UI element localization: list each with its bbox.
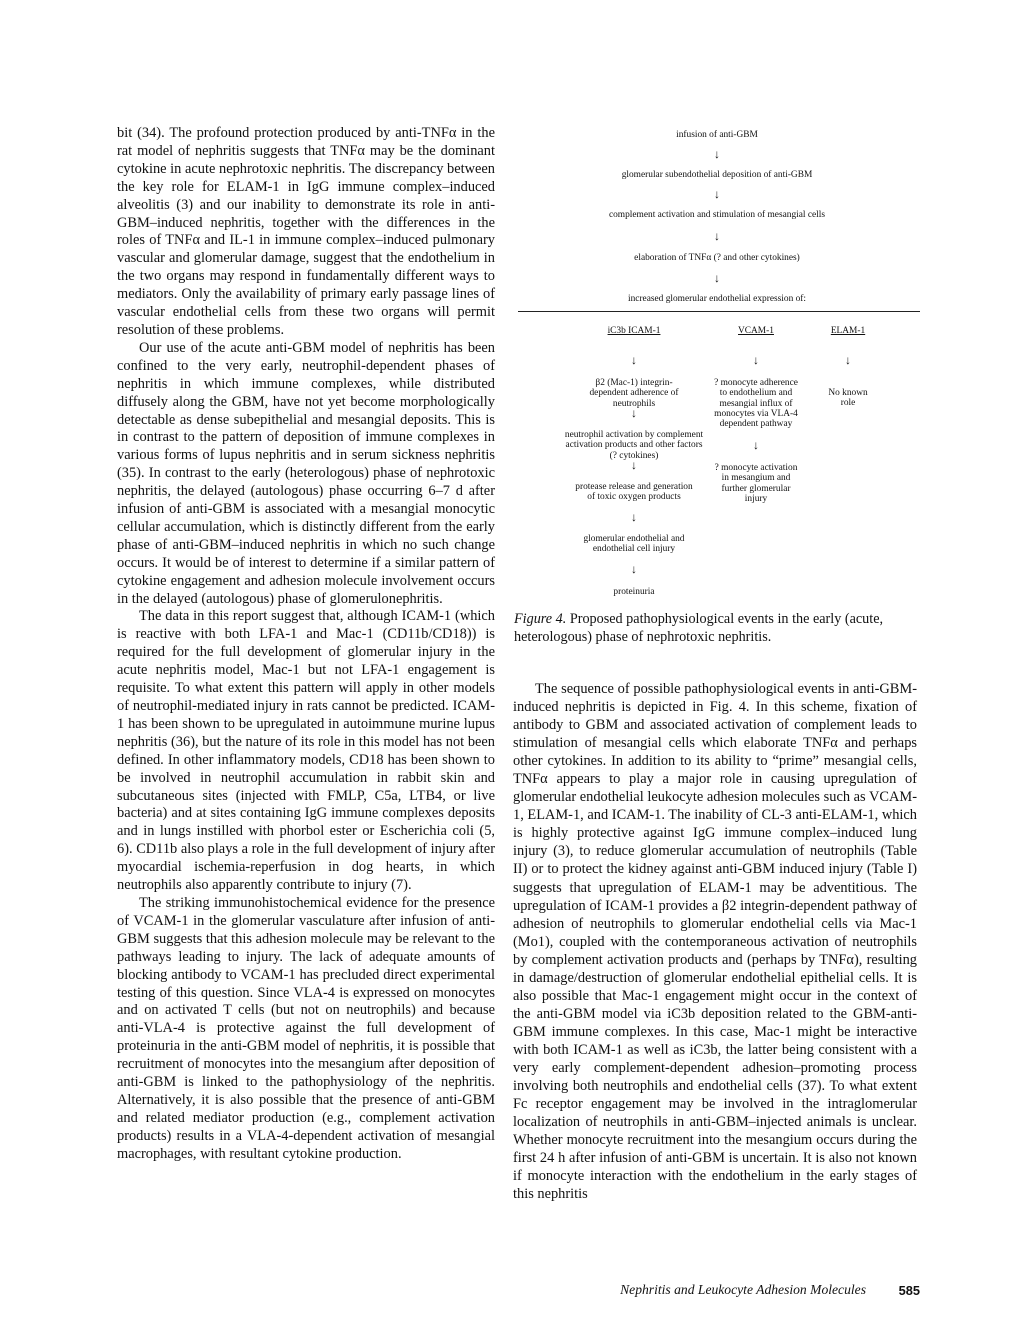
figure-label: Figure 4. <box>514 611 567 627</box>
arrow-down-icon: ↓ <box>714 229 720 243</box>
arrow-down-icon: ↓ <box>631 353 637 367</box>
arrow-down-icon: ↓ <box>631 458 637 472</box>
right-text-column <box>513 680 917 1203</box>
flow-step-neutrophil-adherence: β2 (Mac-1) integrin-dependent adherence of neutrophils <box>589 378 679 409</box>
figure-4-flowchart <box>514 120 920 640</box>
figure-caption <box>514 610 918 646</box>
arrow-down-icon: ↓ <box>714 271 720 285</box>
page-number: 585 <box>898 1283 920 1298</box>
arrow-down-icon: ↓ <box>631 562 637 576</box>
flow-step-cell-injury: glomerular endothelial and endothelial cell injury <box>583 534 685 555</box>
column-head-vcam: VCAM-1 <box>738 326 774 336</box>
left-text-column <box>117 125 495 1164</box>
flow-step-elam-no-role: No known role <box>828 388 868 409</box>
column-head-icam: iC3b ICAM-1 <box>607 326 661 336</box>
flow-step-monocyte-activation: ? monocyte activation in mesangium and further glomerular injury <box>714 463 798 504</box>
flow-step-expression: increased glomerular endothelial expression of: <box>627 294 807 304</box>
flow-step-neutrophil-activation: neutrophil activation by complement activation products and other factors (? cytokines) <box>564 430 704 461</box>
paragraph: bit (34). The profound protection produced by anti-TNFα in the rat model of nephritis suggests that TNFα may be the dominant cytokine in acute nephrotoxic nephritis. The discrepancy between the key role for ELAM-1 in IgG immune complex–induced alveolitis (3) and our inability to demonstrate its role in anti-GBM–induced nephritis, together with the differences in the roles of TNFα and IL-1 in immune complex–induced pulmonary vascular and glomerular damage, suggest that the endothelium in the two organs may respond in fundamentally different ways to mediators. Only the availability of primary early passage lines of vascular endothelial cells from these two organs will permit resolution of these problems. <box>117 125 495 338</box>
flow-step-tnf: elaboration of TNFα (? and other cytokines) <box>634 253 800 263</box>
paragraph: Our use of the acute anti-GBM model of nephritis has been confined to the very early, neutrophil-dependent phases of nephritis in which immune complexes, while distributed diffusely along the GBM, have not yet become morphologically detectable as dense subepithelial and mesangial deposits. This is in contrast to the pattern of deposition of immune complexes in various forms of lupus nephritis and in serum sickness nephritis (35). In contrast to the early (heterologous) phase of nephrotoxic nephritis, the delayed (autologous) phase occurring 6–7 d after infusion of anti-GBM is associated with a mesangial monocytic cellular accumulation, which is distinctly different from the early phase of anti-GBM–induced nephritis in which no such change occurs. It would be of interest to determine if a similar pattern of cytokine engagement and adhesion molecule involvement occurs in the delayed (autologous) phase of glomerulonephritis. <box>117 339 495 607</box>
flow-step-deposition: glomerular subendothelial deposition of anti-GBM <box>621 170 813 180</box>
flow-step-complement: complement activation and stimulation of mesangial cells <box>608 210 826 220</box>
flow-step-infusion: infusion of anti-GBM <box>676 130 758 140</box>
arrow-down-icon: ↓ <box>845 353 851 367</box>
caption-text: Proposed pathophysiological events in the early (acute, heterologous) phase of nephrotoxic nephritis. <box>514 611 884 645</box>
arrow-down-icon: ↓ <box>714 187 720 201</box>
flow-step-monocyte-adherence: ? monocyte adherence to endothelium and mesangial influx of monocytes via VLA-4 dependent pathway <box>714 378 798 430</box>
running-title: Nephritis and Leukocyte Adhesion Molecules <box>620 1282 866 1297</box>
flow-step-protease-release: protease release and generation of toxic oxygen products <box>575 482 693 503</box>
paragraph: The data in this report suggest that, although ICAM-1 (which is reactive with both LFA-1 and Mac-1 (CD11b/CD18)) is required for the full development of glomerular injury in the acute nephritis model, Mac-1 but not LFA-1 engagement is requisite. To what extent this pattern will apply in other models of neutrophil-mediated injury in rats cannot be predicted. ICAM-1 has been shown to be upregulated in autoimmune murine lupus nephritis (36), but the nature of its role in this model has not been defined. In other inflammatory models, CD18 has been shown to be involved in neutrophil accumulation in rabbit skin and subcutaneous sites (injected with FMLP, C5a, LTB4, or live bacteria) and at sites containing IgG immune complexes deposits and in lungs instilled with phorbol ester or Escherichia coli (5, 6). CD11b also plays a role in the full development of injury after myocardial ischemia-reperfusion in dog hearts, in which neutrophils also apparently contribute to injury (7). <box>117 608 495 894</box>
paragraph: The striking immunohistochemical evidence for the presence of VCAM-1 in the glomerular vasculature after infusion of anti-GBM suggests that this adhesion molecule may be relevant to the pathways leading to injury. The lack of adequate amounts of blocking antibody to VCAM-1 has precluded direct experimental testing of this question. Since VLA-4 is expressed on monocytes and on activated T cells (but not on neutrophils) and because anti-VLA-4 is protective against the full development of proteinuria in the anti-GBM model of nephritis, it is possible that recruitment of monocytes into the mesangium after deposition of anti-GBM is linked to the pathophysiology of the nephritis. Alternatively, it is also possible that the presence of anti-GBM and related mediator production (e.g., complement activation products) results in a VLA-4-dependent activation of mesangial macrophages, with resultant cytokine production. <box>117 894 495 1162</box>
arrow-down-icon: ↓ <box>631 406 637 420</box>
arrow-down-icon: ↓ <box>753 438 759 452</box>
flow-step-proteinuria: proteinuria <box>613 587 655 597</box>
arrow-down-icon: ↓ <box>631 510 637 524</box>
divider <box>518 311 920 312</box>
arrow-down-icon: ↓ <box>714 147 720 161</box>
paragraph: The sequence of possible pathophysiological events in anti-GBM-induced nephritis is depicted in Fig. 4. In this scheme, fixation of antibody to GBM and associated activation of complement leads to stimulation of mesangial cells which elaborate TNFα and perhaps other cytokines. In addition to its ability to “prime” mesangial cells, TNFα appears to play a major role in causing upregulation of glomerular endothelial leukocyte adhesion molecules such as VCAM-1, ELAM-1, and ICAM-1. The inability of CL-3 anti-ELAM-1, which is highly protective against IgG immune complex–induced lung injury (3), to reduce glomerular accumulation of neutrophils (Table II) or to protect the kidney against anti-GBM induced injury (Table I) suggests that upregulation of ELAM-1 may be adventitious. The upregulation of ICAM-1 provides a β2 integrin-dependent pathway of adhesion of neutrophils to glomerular endothelial cells via Mac-1 (Mo1), coupled with the contemporaneous activation of neutrophils by complement activation products and (perhaps by TNFα), resulting in damage/destruction of glomerular endothelial epithelial cells. It is also possible that Mac-1 engagement might occur in the context of the anti-GBM model via iC3b deposition related to the GBM-anti-GBM immune complexes. In this case, Mac-1 might be interactive with both ICAM-1 as well as iC3b, the latter being consistent with a very early complement-dependent adhesion–promoting process involving both neutrophils and endothelial cells (37). To what extent Fc receptor engagement may be involved in the intraglomerular localization of neutrophils in anti-GBM–injected animals is unclear. Whether monocyte recruitment into the mesangium occurs during the first 24 h after infusion of anti-GBM is uncertain. It is also not known if monocyte interaction with the endothelium in the early stages of this nephritis <box>513 681 917 1203</box>
arrow-down-icon: ↓ <box>753 353 759 367</box>
column-head-elam: ELAM-1 <box>830 326 866 336</box>
